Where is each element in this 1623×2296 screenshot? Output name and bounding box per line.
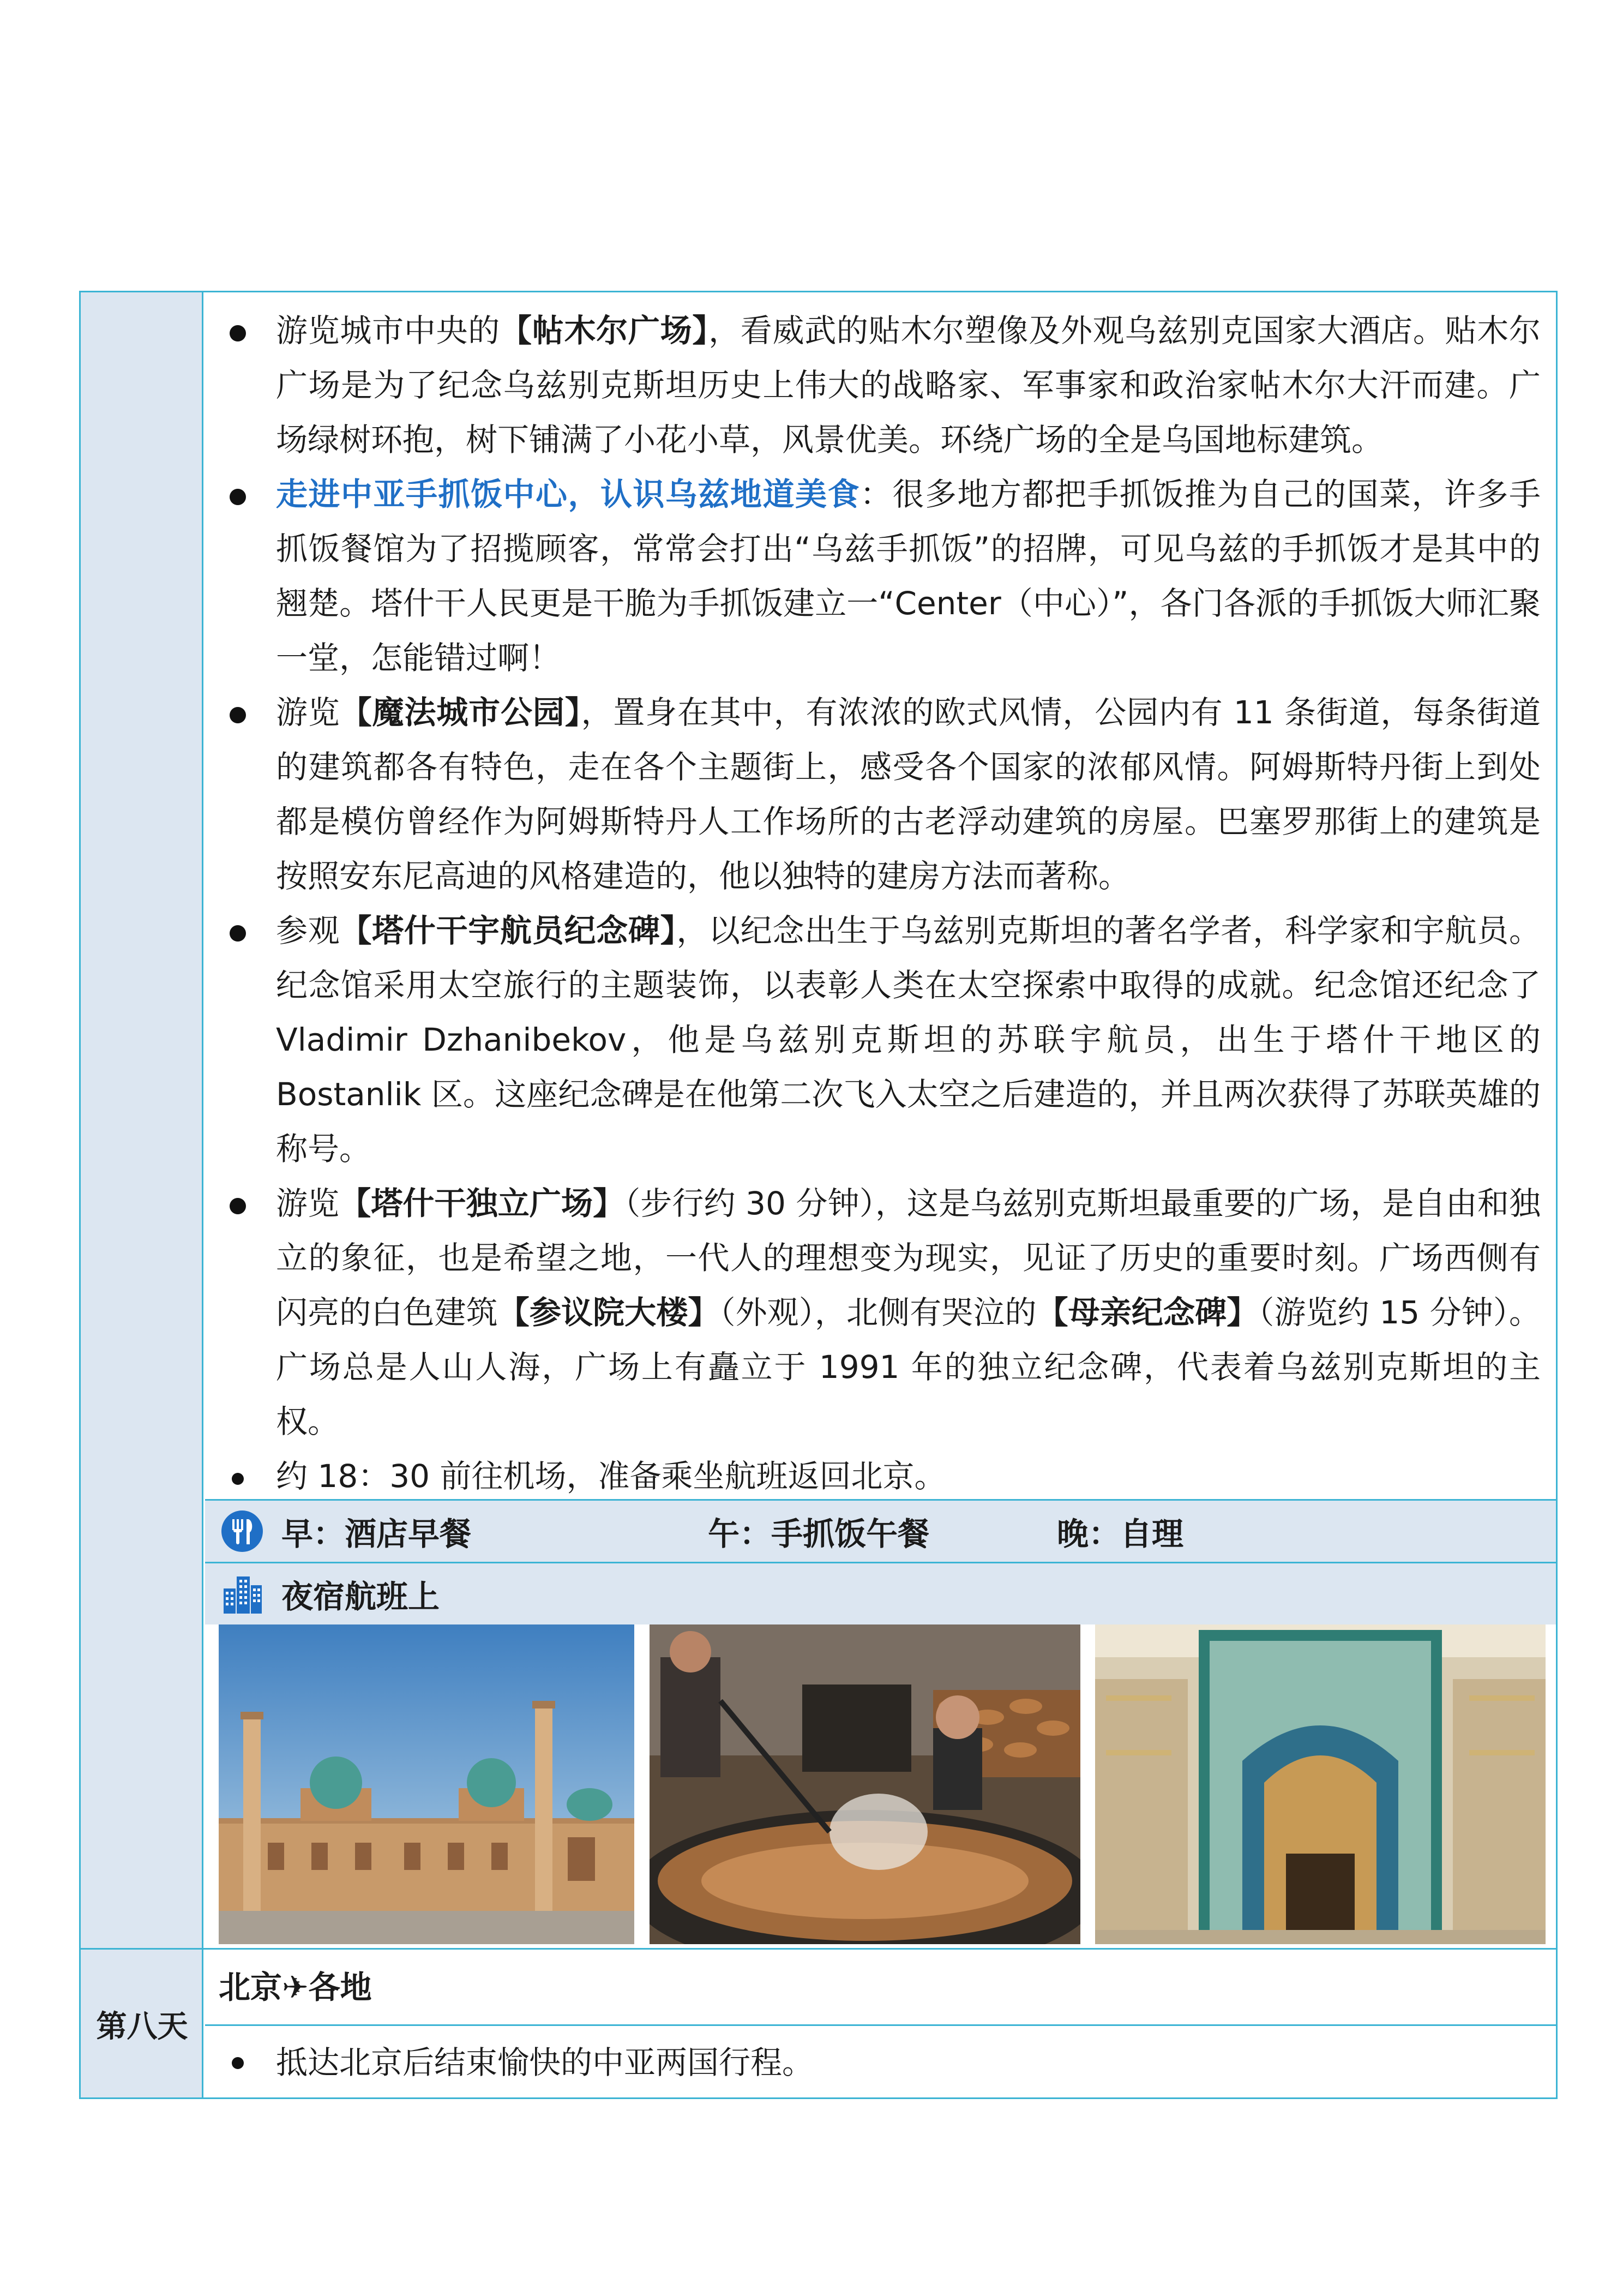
day-label: 第八天	[96, 2009, 188, 2045]
bullet-dot	[230, 707, 246, 723]
bullet-dot	[230, 325, 246, 341]
bullet-text	[276, 1449, 1541, 1503]
bullet-segment: 【塔什干独立广场】	[339, 1185, 625, 1222]
bullet-segment: 【母亲纪念碑】	[1036, 1294, 1259, 1331]
bullet-segment: 走进中亚手抓饭中心，认识乌兹地道美食	[276, 476, 860, 513]
bullet-segment: 【魔法城市公园】	[340, 694, 581, 731]
bullet-segment: 参观	[276, 912, 340, 949]
mosaic-gate-photo	[1095, 1624, 1546, 1944]
bullet-dot	[230, 925, 246, 942]
bullet-segment: 【塔什干宇航员纪念碑】	[340, 912, 677, 949]
plov-cooking-photo	[650, 1624, 1080, 1944]
meal-icon	[220, 1509, 264, 1553]
bullet-dot	[230, 489, 246, 505]
divider	[81, 1948, 1556, 1950]
bullet-text	[276, 903, 1541, 1176]
divider	[205, 2024, 1556, 2026]
breakfast-label: 早：酒店早餐	[281, 1515, 472, 1552]
hotel-bar	[205, 1563, 1556, 1624]
hotel-icon	[220, 1572, 264, 1616]
bullet-text: 抵达北京后结束愉快的中亚两国行程。	[276, 2044, 814, 2081]
bullet-segment: 游览城市中央的	[276, 312, 501, 349]
bullet-segment: 游览	[276, 1185, 340, 1222]
bullet-segment: ：很多地方都把手抓饭推为自己的国菜，许多手抓饭餐馆为了招揽顾客，常常会打出“乌兹手抓饭”的招牌，可见乌兹的手抓饭才是其中的翘楚。塔什干人民更是干脆为手抓饭建立一“Center（中心）”，各门各派的手抓饭大师汇聚一堂，怎能错过啊！	[276, 476, 1541, 676]
photo-strip	[205, 1624, 1556, 1946]
bullet-segment: ，看威武的贴木尔塑像及外观乌兹别克国家大酒店。贴木尔广场是为了纪念乌兹别克斯坦历史上伟大的战略家、军事家和政治家帖木尔大汗而建。广场绿树环抱，树下铺满了小花小草，风景优美。环绕广场的全是乌国地标建筑。	[276, 312, 1541, 458]
bullet-dot	[230, 1198, 246, 1214]
bullet-segment: （外观），北侧有哭泣的	[719, 1294, 1037, 1331]
bullet-dot	[232, 1473, 244, 1485]
bullet-segment: （步行约 30 分钟），这是乌兹别克斯坦最重要的广场，是自由和独立的象征，也是希望之地，一代人的理想变为现实，见证了历史的重要时刻。广场西侧有闪亮的白色建筑	[276, 1185, 1541, 1331]
bullet-segment: 约 18：30 前往机场，准备乘坐航班返回北京。	[276, 1458, 946, 1495]
bullet-dot	[232, 2057, 244, 2069]
bullet-text	[276, 1176, 1541, 1449]
dinner-label: 晚：自理	[1057, 1515, 1184, 1552]
route-title: 北京✈各地	[219, 1969, 372, 2006]
bullet-segment: （游览约 15 分钟）。广场总是人山人海，广场上有矗立于 1991 年的独立纪念碑，代表着乌兹别克斯坦的主权。	[276, 1294, 1541, 1440]
meals-bar	[205, 1501, 1556, 1562]
lunch-label: 午：手抓饭午餐	[708, 1515, 930, 1552]
bullet-segment: 【帖木尔广场】	[500, 312, 709, 349]
bullet-text	[276, 467, 1541, 685]
mosque-photo	[219, 1624, 634, 1944]
day-column	[81, 292, 203, 2097]
bullet-text	[276, 685, 1541, 903]
bullet-segment: ，以纪念出生于乌兹别克斯坦的著名学者，科学家和宇航员。纪念馆采用太空旅行的主题装饰，以表彰人类在太空探索中取得的成就。纪念馆还纪念了 Vladimir Dzhanibekov，他是乌兹别克斯坦的苏联宇航员，出生于塔什干地区的 Bostanlik 区。这座纪念碑是在他第二次飞入太空之后建造的，并且两次获得了苏联英雄的称号。	[276, 912, 1541, 1167]
bullet-segment: 游览	[276, 694, 340, 731]
itinerary-table	[79, 291, 1558, 2099]
bullet-text	[276, 303, 1541, 467]
hotel-label: 夜宿航班上	[281, 1578, 440, 1615]
bullet-segment: 【参议院大楼】	[497, 1294, 720, 1331]
bullet-segment: ，置身在其中，有浓浓的欧式风情，公园内有 11 条街道，每条街道的建筑都各有特色，走在各个主题街上，感受各个国家的浓郁风情。阿姆斯特丹街上到处都是模仿曾经作为阿姆斯特丹人工作场所的古老浮动建筑的房屋。巴塞罗那街上的建筑是按照安东尼高迪的风格建造的，他以独特的建房方法而著称。	[276, 694, 1541, 895]
